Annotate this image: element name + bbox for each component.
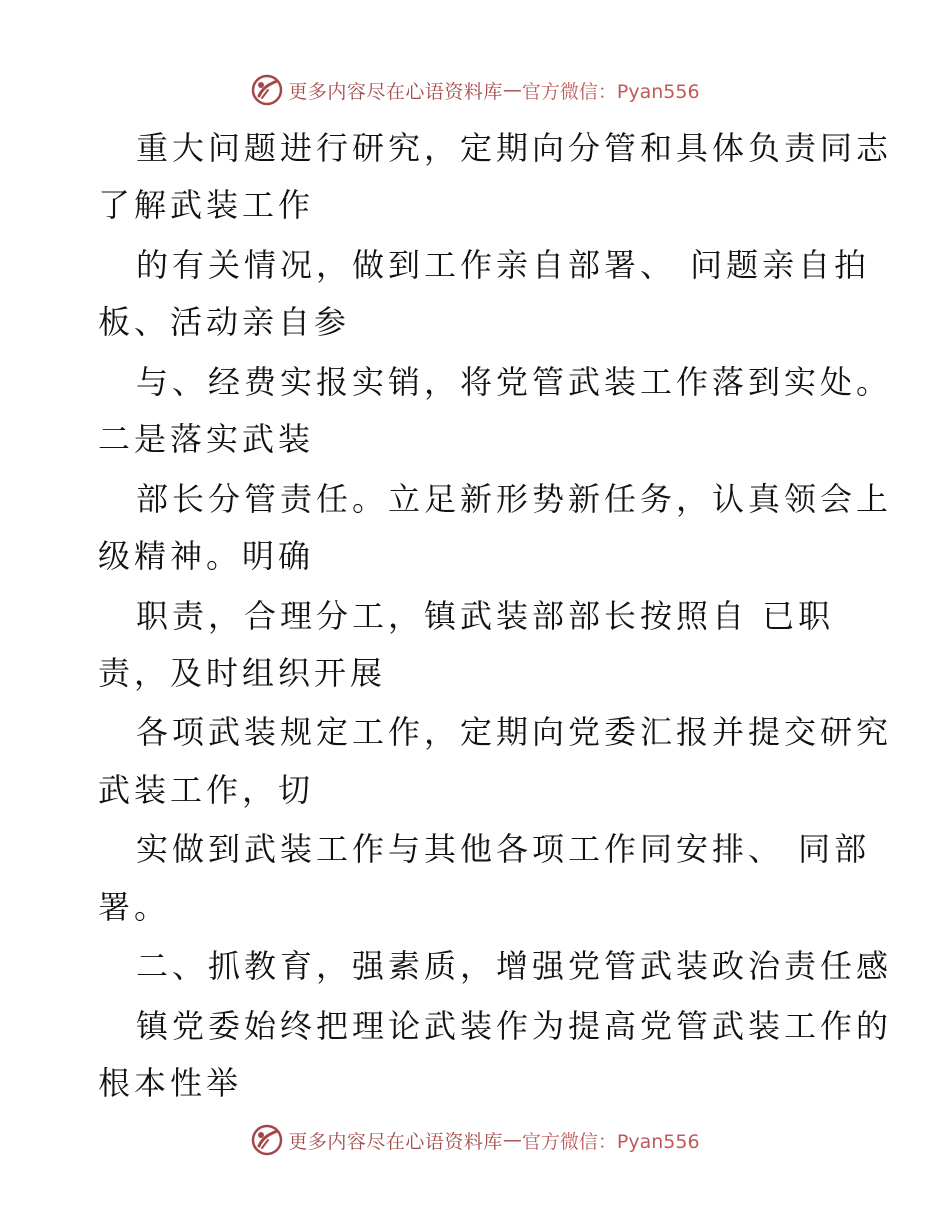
banner-title: 更多内容尽在心语资料库: [288, 80, 503, 103]
text-line: 的有关情况，做到工作亲自部署、 问题亲自拍: [136, 246, 871, 284]
logo-icon: [250, 1123, 284, 1157]
banner-separator: —: [502, 1129, 522, 1151]
text-line: 部长分管责任。立足新形势新任务，认真领会上: [136, 480, 893, 518]
text-line: 重大问题进行研究，定期向分管和具体负责同志: [136, 129, 893, 167]
logo-icon: [250, 73, 284, 107]
text-line: 二、抓教育，强素质，增强党管武装政治责任感: [136, 947, 893, 985]
text-line: 各项武装规定工作，定期向党委汇报并提交研究: [136, 713, 893, 751]
banner-wechat: 官方微信：Pyan556: [521, 80, 700, 103]
text-line: 根本性举: [98, 1064, 243, 1102]
text-line: 了解武装工作: [98, 186, 315, 224]
text-line: 级精神。明确: [98, 537, 315, 575]
text-line: 与、经费实报实销，将党管武装工作落到实处。: [136, 363, 893, 401]
text-line: 职责，合理分工，镇武装部部长按照自 已职: [136, 597, 835, 635]
banner-separator: —: [502, 79, 522, 101]
banner-wechat: 官方微信：Pyan556: [521, 1130, 700, 1153]
text-line: 署。: [98, 888, 171, 926]
text-line: 二是落实武装: [98, 420, 315, 458]
footer-banner: [0, 1120, 950, 1160]
text-line: 武装工作，切: [98, 771, 315, 809]
text-line: 板、活动亲自参: [98, 303, 351, 341]
text-line: 实做到武装工作与其他各项工作同安排、 同部: [136, 830, 871, 868]
text-line: 责，及时组织开展: [98, 654, 387, 692]
banner-title: 更多内容尽在心语资料库: [288, 1130, 503, 1153]
header-banner: [0, 70, 950, 110]
text-line: 镇党委始终把理论武装作为提高党管武装工作的: [136, 1007, 893, 1045]
